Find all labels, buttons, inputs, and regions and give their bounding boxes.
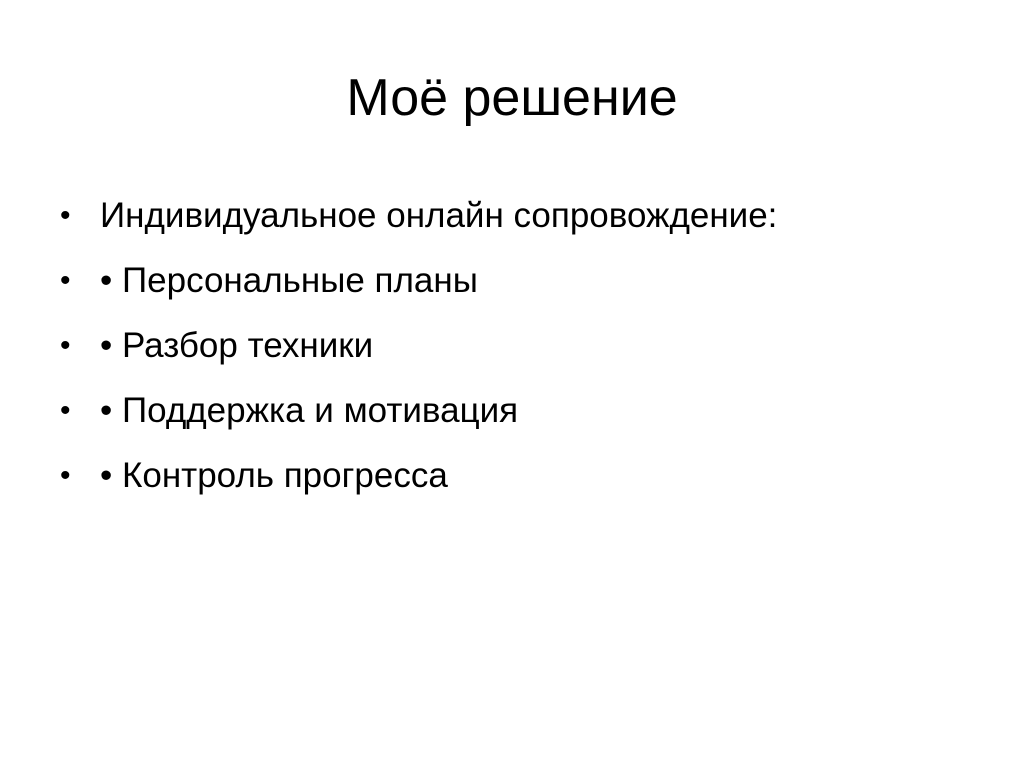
- bullet-text: • Контроль прогресса: [100, 456, 448, 495]
- bullet-marker-icon: •: [60, 199, 71, 232]
- bullet-marker-icon: •: [60, 329, 71, 362]
- bullet-text: • Поддержка и мотивация: [100, 391, 519, 430]
- bullet-marker-icon: •: [60, 459, 71, 492]
- bullet-item: [60, 448, 990, 513]
- bullet-list: [60, 188, 990, 513]
- bullet-marker-icon: •: [60, 264, 71, 297]
- bullet-item: [60, 188, 990, 253]
- bullet-marker-icon: •: [60, 394, 71, 427]
- bullet-item: [60, 253, 990, 318]
- bullet-text: • Разбор техники: [100, 326, 374, 365]
- slide-title: Моё решение: [346, 69, 678, 127]
- bullet-text: Индивидуальное онлайн сопровождение:: [100, 196, 778, 235]
- bullet-item: [60, 383, 990, 448]
- bullet-text: • Персональные планы: [100, 261, 478, 300]
- bullet-item: [60, 318, 990, 383]
